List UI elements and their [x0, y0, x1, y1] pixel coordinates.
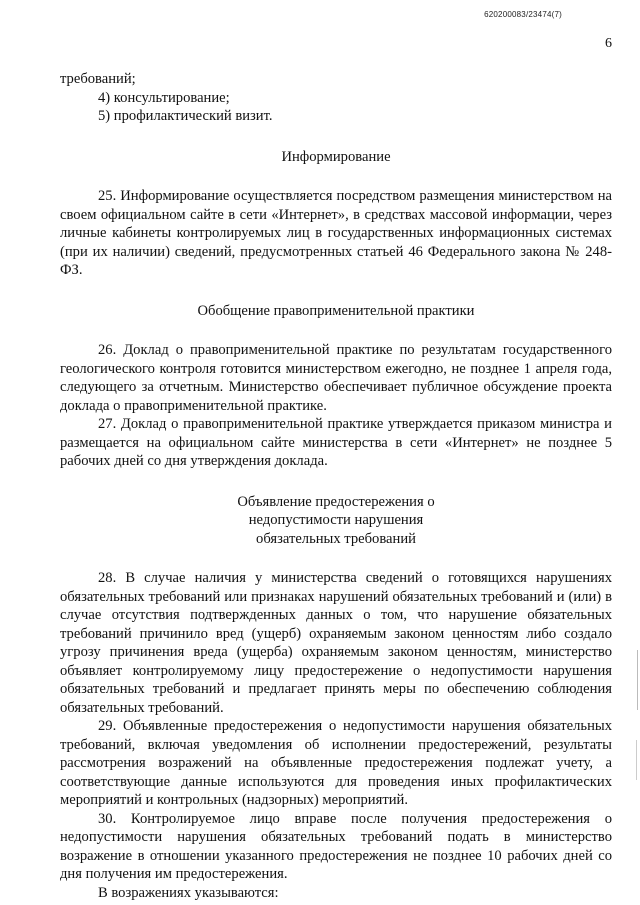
heading-line: Объявление предостережения о	[237, 493, 435, 510]
paragraph-30: 30. Контролируемое лицо вправе после получения предостережения о недопустимости нарушения обязательных требований подать в министерство возражение в отношении указанного предостережения не позднее 10 рабочих дней со дня получения им предостережения.	[60, 810, 612, 882]
list-item-4: 4) консультирование;	[98, 89, 230, 106]
section-heading-informing: Информирование	[281, 148, 391, 165]
paragraph-objections: В возражениях указываются:	[98, 884, 279, 901]
document-body	[60, 70, 612, 902]
list-item-5: 5) профилактический визит.	[98, 108, 273, 124]
section-heading-practice-summary: Обобщение правоприменительной практики	[197, 302, 475, 319]
scan-edge-mark	[637, 650, 638, 710]
paragraph-28: 28. В случае наличия у министерства сведений о готовящихся нарушениях обязательных требований или признаках нарушений обязательных требований и (или) в случае отсутствия подтвержденных данных о том, что нарушение обязательных требований причинило вред (ущерб) охраняемым законом ценностям либо создало угрозу причинения вреда (ущерба) охраняемым законом ценностям, министерство объявляет контролируемому лицу предостережение о недопустимости нарушения обязательных требований и предлагает принять меры по обеспечению соблюдения обязательных требований.	[60, 570, 612, 716]
section-heading-warning	[60, 493, 612, 549]
continuation-text: требований;	[60, 71, 136, 87]
paragraph-29: 29. Объявленные предостережения о недопустимости нарушения обязательных требований, включая уведомления об исполнении предостережений, результаты рассмотрения возражений на объявленные предостережения подлежат учету, а соответствующие данные используются для проведения иных профилактических мероприятий и контрольных (надзорных) мероприятий.	[60, 718, 612, 808]
heading-line: обязательных требований	[256, 530, 416, 547]
paragraph-27: 27. Доклад о правоприменительной практике утверждается приказом министра и размещается на официальном сайте министерства в сети «Интернет» не позднее 5 рабочих дней со дня утверждения доклада.	[60, 416, 612, 469]
heading-line: недопустимости нарушения	[248, 512, 424, 528]
scan-edge-mark	[636, 740, 637, 780]
document-number: 620200083/23474(7)	[484, 10, 562, 19]
paragraph-25: 25. Информирование осуществляется посредством размещения министерством на своем официальном сайте в сети «Интернет», в средствах массовой информации, через личные кабинеты контролируемых лиц в государственных информационных системах (при их наличии) сведений, предусмотренных статьей 46 Федерального закона № 248-ФЗ.	[60, 188, 612, 278]
page-number: 6	[605, 36, 612, 51]
paragraph-26: 26. Доклад о правоприменительной практике по результатам государственного геологического контроля готовится министерством ежегодно, не позднее 1 апреля года, следующего за отчетным. Министерство обеспечивает публичное обсуждение проекта доклада о правоприменительной практике.	[60, 342, 612, 414]
